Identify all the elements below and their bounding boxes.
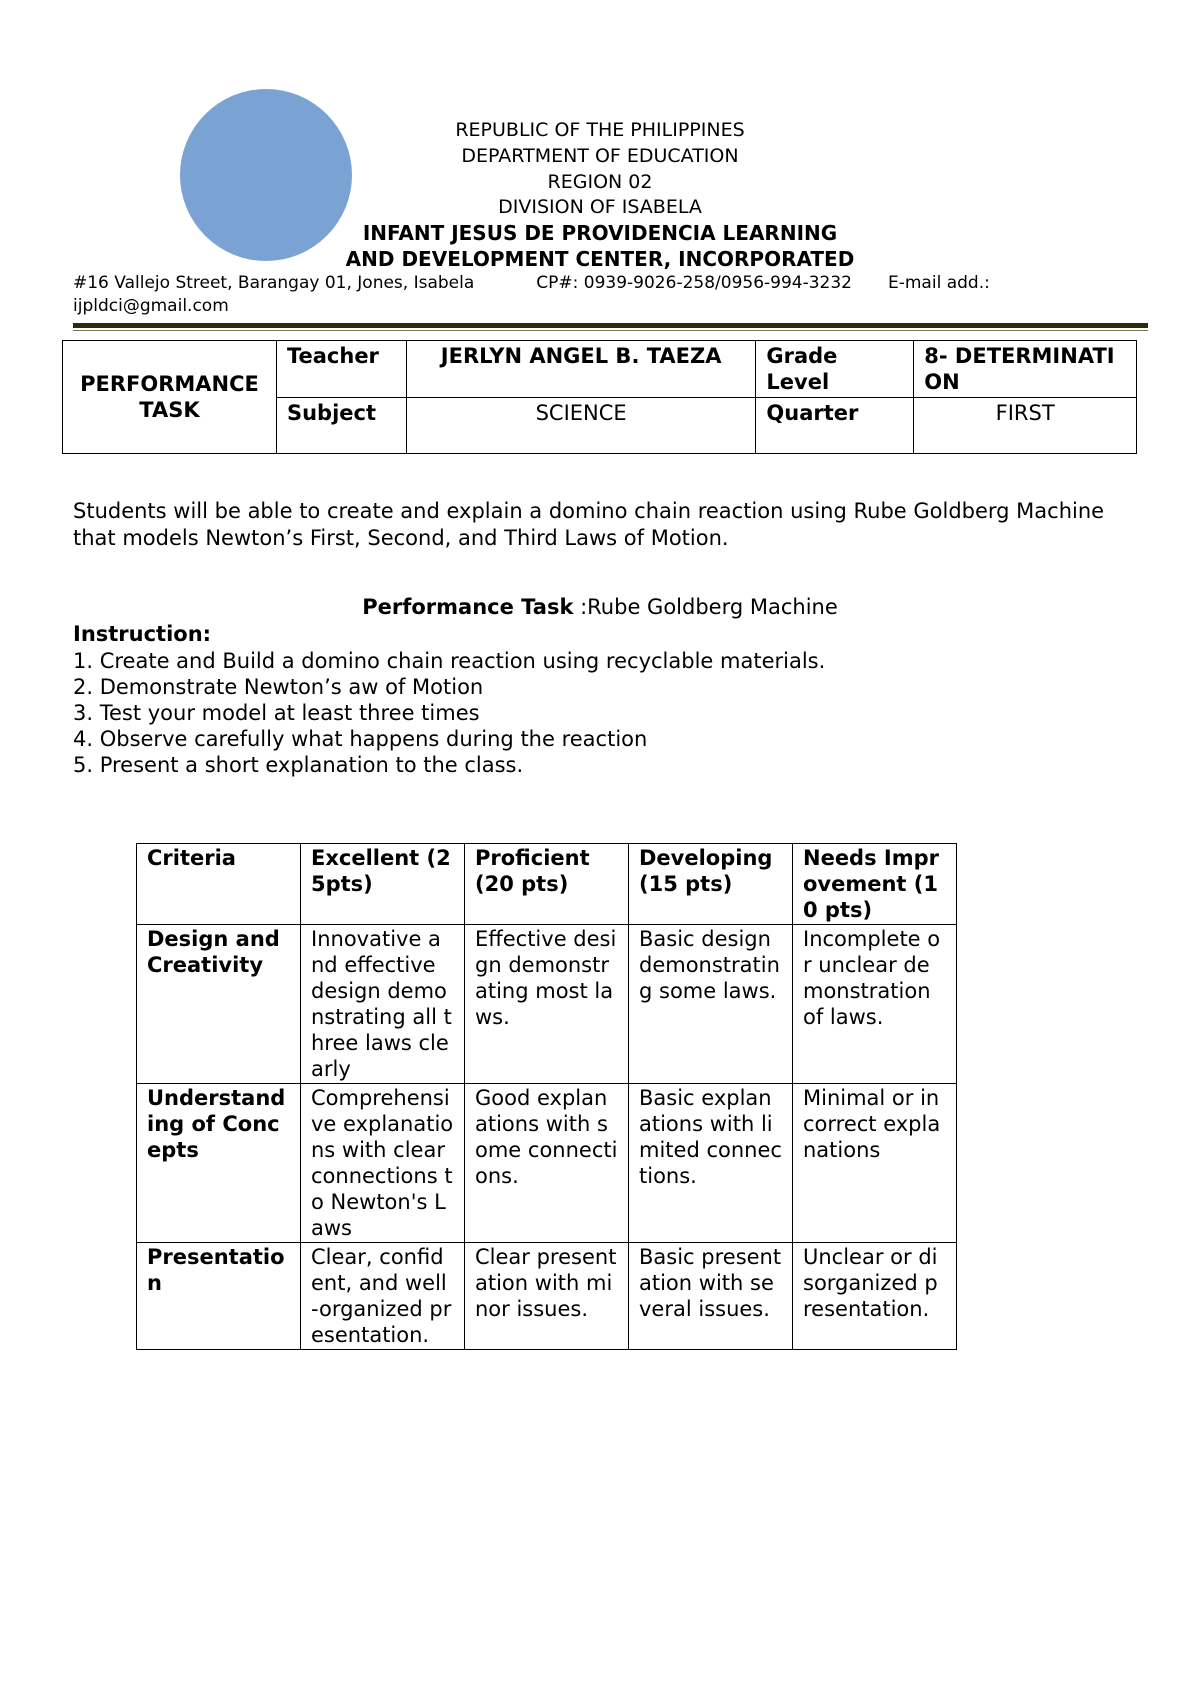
rubric-cell: Unclear or disorganized presentation.: [793, 1243, 957, 1350]
teacher-value: JERLYN ANGEL B. TAEZA: [406, 341, 755, 398]
school-email: ijpldci@gmail.com: [73, 296, 229, 316]
header-region: REGION 02: [547, 171, 653, 193]
rubric-table: [136, 843, 957, 1350]
instruction-item: 3. Test your model at least three times: [73, 701, 480, 725]
email-label: E-mail add.:: [888, 273, 990, 293]
teacher-label: Teacher: [276, 341, 406, 398]
quarter-value: FIRST: [914, 398, 1137, 454]
rubric-header-needs-improvement: Needs Improvement (10 pts): [793, 844, 957, 925]
rubric-cell: Basic design demonstrating some laws.: [629, 925, 793, 1084]
rubric-header-developing: Developing (15 pts): [629, 844, 793, 925]
rubric-criterion: Presentation: [137, 1243, 301, 1350]
quarter-label: Quarter: [756, 398, 914, 454]
rubric-cell: Basic presentation with several issues.: [629, 1243, 793, 1350]
rubric-cell: Incomplete or unclear demonstration of laws.: [793, 925, 957, 1084]
instruction-item: 5. Present a short explanation to the class.: [73, 753, 524, 777]
rubric-row-design: [137, 925, 957, 1084]
header-republic: REPUBLIC OF THE PHILIPPINES: [455, 119, 745, 141]
rubric-header-row: [137, 844, 957, 925]
school-name-line2: AND DEVELOPMENT CENTER, INCORPORATED: [345, 247, 855, 271]
header-department: DEPARTMENT OF EDUCATION: [461, 145, 739, 167]
rubric-cell: Minimal or incorrect explanations: [793, 1084, 957, 1243]
rubric-cell: Clear presentation with minor issues.: [465, 1243, 629, 1350]
grade-level-label: Grade Level: [756, 341, 914, 398]
instruction-item: 2. Demonstrate Newton’s aw of Motion: [73, 675, 484, 699]
rubric-criterion: Understanding of Concepts: [137, 1084, 301, 1243]
subject-value: SCIENCE: [406, 398, 755, 454]
rubric-header-proficient: Proficient (20 pts): [465, 844, 629, 925]
task-info-table: [62, 340, 1137, 454]
rubric-criterion: Design and Creativity: [137, 925, 301, 1084]
rubric-cell: Comprehensive explanations with clear connections to Newton's Laws: [301, 1084, 465, 1243]
rubric-header-excellent: Excellent (25pts): [301, 844, 465, 925]
rubric-cell: Clear, confident, and well-organized presentation.: [301, 1243, 465, 1350]
performance-task-label: PERFORMANCE TASK: [63, 341, 277, 454]
rubric-row-understanding: [137, 1084, 957, 1243]
rubric-header-criteria: Criteria: [137, 844, 301, 925]
rubric-cell: Good explanations with some connections.: [465, 1084, 629, 1243]
grade-level-value: 8- DETERMINATION: [914, 341, 1137, 398]
instruction-item: 1. Create and Build a domino chain reaction using recyclable materials.: [73, 649, 826, 673]
header-division: DIVISION OF ISABELA: [498, 196, 702, 218]
task-label: Performance Task: [362, 595, 574, 619]
instruction-item: 4. Observe carefully what happens during the reaction: [73, 727, 648, 751]
subject-label: Subject: [276, 398, 406, 454]
school-contact-number: CP#: 0939-9026-258/0956-994-3232: [536, 273, 852, 293]
rubric-cell: Basic explanations with limited connections.: [629, 1084, 793, 1243]
task-name: :Rube Goldberg Machine: [573, 595, 838, 619]
rubric-row-presentation: [137, 1243, 957, 1350]
info-row-teacher: [63, 341, 1137, 398]
school-address: #16 Vallejo Street, Barangay 01, Jones, Isabela: [73, 273, 475, 293]
rubric-cell: Effective design demonstrating most laws.: [465, 925, 629, 1084]
task-title: [0, 595, 1200, 619]
instructions-list: [73, 648, 825, 778]
objective-text: Students will be able to create and explain a domino chain reaction using Rube Goldberg Machine that models Newton’s First, Second, and Third Laws of Motion.: [73, 499, 1105, 550]
rubric-cell: Innovative and effective design demonstrating all three laws clearly: [301, 925, 465, 1084]
header-divider-thin: [73, 330, 1148, 331]
school-address-line: [73, 272, 990, 295]
school-name-line1: INFANT JESUS DE PROVIDENCIA LEARNING: [362, 221, 838, 245]
header-divider: [73, 323, 1148, 328]
instructions-heading: Instruction:: [73, 622, 212, 646]
